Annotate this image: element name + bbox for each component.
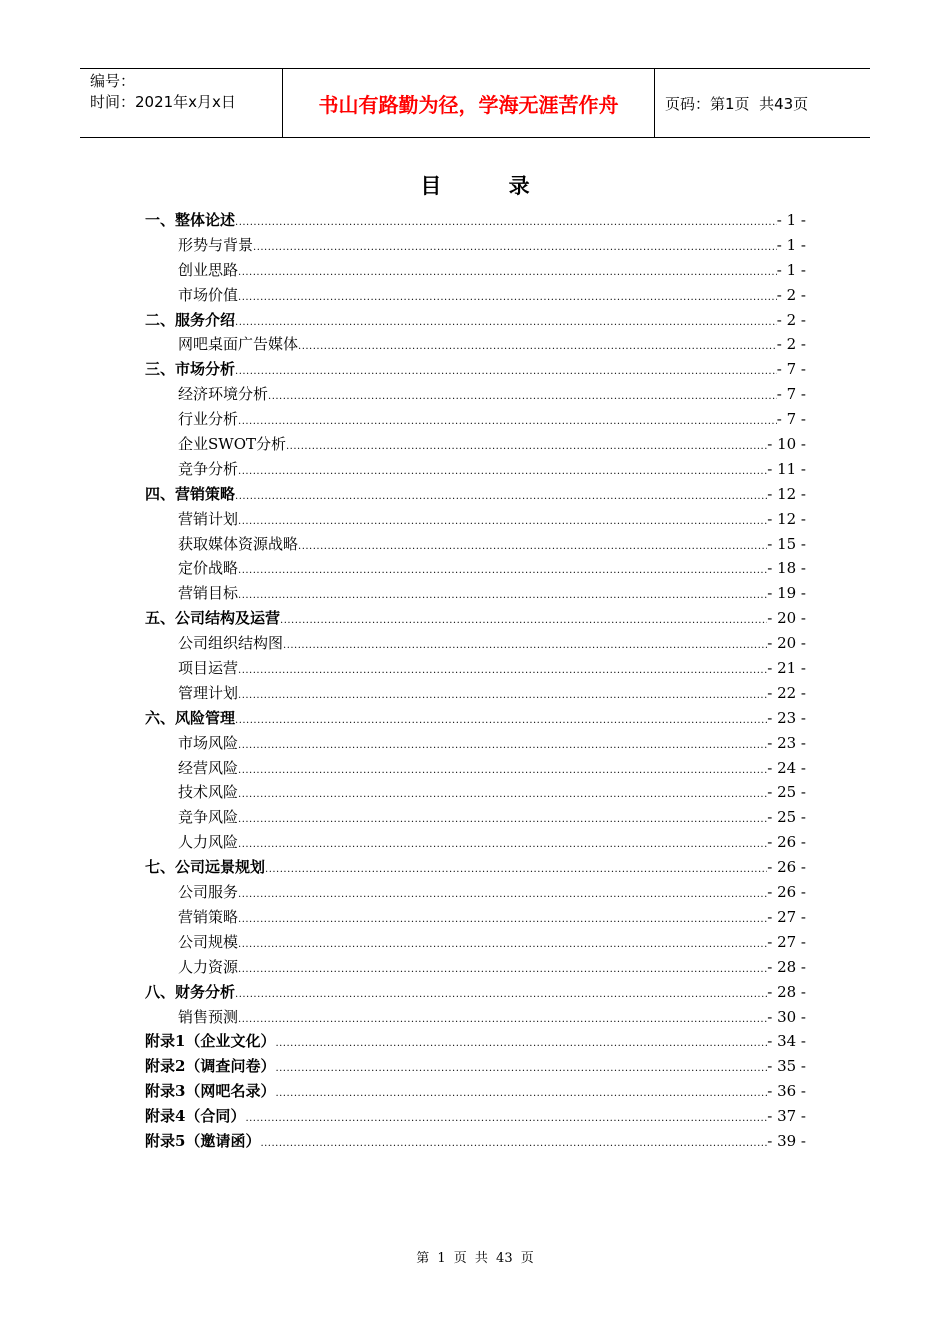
toc-dot-leader <box>253 236 777 261</box>
toc-dot-leader <box>238 460 767 485</box>
toc-entry-label: 竞争风险 <box>178 808 239 827</box>
toc-entry-label: 附录4（合同） <box>145 1107 246 1126</box>
toc-entry-label: 定价战略 <box>178 559 239 578</box>
toc-dot-leader <box>238 559 767 584</box>
toc-entry-page: - 26 - <box>767 883 806 902</box>
toc-entry-page: - 20 - <box>767 634 806 653</box>
toc-dot-leader <box>286 435 767 460</box>
toc-entry[interactable] <box>145 407 806 432</box>
toc-entry[interactable] <box>145 332 806 357</box>
toc-entry-label: 企业SWOT分析 <box>178 435 286 454</box>
toc-entry-label: 技术风险 <box>178 783 239 802</box>
toc-dot-leader <box>238 958 767 983</box>
toc-entry-label: 人力风险 <box>178 833 239 852</box>
toc-dot-leader <box>238 1008 767 1033</box>
toc-entry[interactable] <box>145 656 806 681</box>
toc-dot-leader <box>238 410 777 435</box>
toc-entry-label: 销售预测 <box>178 1007 239 1026</box>
toc-entry-page: - 22 - <box>767 683 806 702</box>
toc-entry-page: - 25 - <box>767 783 806 802</box>
header-right-cell <box>655 69 870 137</box>
toc-entry-page: - 27 - <box>767 907 806 926</box>
toc-entry-page: - 1 - <box>776 235 806 254</box>
toc-entry-label: 附录5（邀请函） <box>145 1131 261 1150</box>
toc-entry-page: - 2 - <box>776 310 806 329</box>
toc-dot-leader <box>268 385 777 410</box>
toc-entry-page: - 36 - <box>767 1082 806 1101</box>
toc-entry[interactable] <box>145 805 806 830</box>
toc-entry-label: 获取媒体资源战略 <box>178 534 299 553</box>
toc-dot-leader <box>280 609 767 634</box>
toc-entry[interactable] <box>145 283 806 308</box>
toc-dot-leader <box>235 311 777 336</box>
toc-entry-page: - 1 - <box>776 211 806 229</box>
document-date-label: 时间：2021年x月x日 <box>90 93 236 111</box>
toc-entry-page: - 28 - <box>767 957 806 976</box>
toc-entry-label: 六、风险管理 <box>145 708 236 727</box>
toc-dot-leader <box>265 858 767 883</box>
toc-dot-leader <box>238 759 767 784</box>
toc-dot-leader <box>235 485 767 510</box>
toc-dot-leader <box>238 833 767 858</box>
toc-dot-leader <box>283 634 767 659</box>
toc-entry[interactable] <box>145 980 806 1005</box>
toc-entry[interactable] <box>145 556 806 581</box>
toc-dot-leader <box>260 1132 767 1157</box>
toc-entry[interactable] <box>145 507 806 532</box>
toc-entry[interactable] <box>145 1129 806 1154</box>
toc-entry-page: - 20 - <box>767 609 806 628</box>
toc-entry-page: - 12 - <box>767 509 806 528</box>
toc-entry-label: 一、整体论述 <box>145 211 236 229</box>
toc-entry[interactable] <box>145 606 806 631</box>
toc-entry[interactable] <box>145 208 806 233</box>
toc-entry[interactable] <box>145 482 806 507</box>
toc-entry-label: 人力资源 <box>178 957 239 976</box>
header-motto: 书山有路勤为径，学海无涯苦作舟 <box>282 69 655 137</box>
toc-dot-leader <box>238 684 767 709</box>
toc-dot-leader <box>298 335 777 360</box>
toc-entry-label: 经营风险 <box>178 758 239 777</box>
toc-entry[interactable] <box>145 905 806 930</box>
toc-entry[interactable] <box>145 1054 806 1079</box>
toc-dot-leader <box>238 808 767 833</box>
toc-entry[interactable] <box>145 631 806 656</box>
toc-entry-label: 三、市场分析 <box>145 360 236 379</box>
toc-entry-page: - 26 - <box>767 858 806 877</box>
toc-entry-label: 营销目标 <box>178 584 239 603</box>
toc-entry-page: - 23 - <box>767 708 806 727</box>
toc-entry-page: - 30 - <box>767 1007 806 1026</box>
toc-entry-label: 五、公司结构及运营 <box>145 609 281 628</box>
toc-entry-label: 附录2（调查问卷） <box>145 1057 276 1076</box>
toc-entry-label: 项目运营 <box>178 659 239 678</box>
toc-dot-leader <box>238 510 767 535</box>
toc-entry-label: 附录1（企业文化） <box>145 1032 276 1051</box>
toc-entry[interactable] <box>145 308 806 333</box>
toc-entry-page: - 7 - <box>776 360 806 379</box>
toc-entry-page: - 37 - <box>767 1107 806 1126</box>
header-page-info: 页码：第1页 共43页 <box>665 94 809 113</box>
toc-entry-label: 公司组织结构图 <box>178 634 284 653</box>
toc-entry-label: 七、公司远景规划 <box>145 858 266 877</box>
toc-dot-leader <box>235 211 777 236</box>
toc-entry-page: - 23 - <box>767 733 806 752</box>
toc-entry[interactable] <box>145 1029 806 1054</box>
toc-entry[interactable] <box>145 955 806 980</box>
toc-heading-char-1: 目 <box>420 174 442 198</box>
toc-entry[interactable] <box>145 432 806 457</box>
toc-entry[interactable] <box>145 1005 806 1030</box>
toc-entry-label: 二、服务介绍 <box>145 310 236 329</box>
toc-heading <box>0 170 950 200</box>
toc-entry[interactable] <box>145 1079 806 1104</box>
toc-dot-leader <box>238 659 767 684</box>
toc-dot-leader <box>275 1082 767 1107</box>
toc-dot-leader <box>238 783 767 808</box>
toc-entry-page: - 7 - <box>776 410 806 429</box>
toc-entry-label: 公司服务 <box>178 883 239 902</box>
toc-entry-label: 竞争分析 <box>178 459 239 478</box>
toc-entry-page: - 12 - <box>767 484 806 503</box>
toc-entry-label: 八、财务分析 <box>145 982 236 1001</box>
table-of-contents <box>145 208 806 1154</box>
toc-dot-leader <box>235 360 777 385</box>
toc-entry[interactable] <box>145 880 806 905</box>
toc-dot-leader <box>238 908 767 933</box>
toc-entry-page: - 11 - <box>767 459 806 478</box>
toc-entry-page: - 27 - <box>767 932 806 951</box>
toc-dot-leader <box>238 584 767 609</box>
toc-entry[interactable] <box>145 382 806 407</box>
toc-dot-leader <box>238 933 767 958</box>
toc-entry-label: 营销计划 <box>178 509 239 528</box>
toc-entry[interactable] <box>145 830 806 855</box>
toc-entry-page: - 10 - <box>767 435 806 454</box>
toc-entry-page: - 1 - <box>776 260 806 279</box>
toc-dot-leader <box>245 1107 767 1132</box>
toc-entry-label: 市场价值 <box>178 285 239 304</box>
header-left-cell <box>80 69 282 137</box>
toc-entry[interactable] <box>145 756 806 781</box>
document-number-label: 编号： <box>90 72 136 90</box>
toc-heading-char-2: 录 <box>508 174 530 198</box>
toc-entry-page: - 2 - <box>776 335 806 354</box>
toc-entry[interactable] <box>145 780 806 805</box>
toc-entry-page: - 15 - <box>767 534 806 553</box>
toc-dot-leader <box>298 535 767 560</box>
toc-entry[interactable] <box>145 357 806 382</box>
toc-entry-page: - 35 - <box>767 1057 806 1076</box>
toc-entry[interactable] <box>145 233 806 258</box>
toc-dot-leader <box>235 709 767 734</box>
toc-entry-label: 创业思路 <box>178 260 239 279</box>
toc-entry[interactable] <box>145 258 806 283</box>
toc-dot-leader <box>275 1057 767 1082</box>
toc-entry[interactable] <box>145 581 806 606</box>
toc-dot-leader <box>238 286 777 311</box>
toc-entry[interactable] <box>145 706 806 731</box>
toc-entry-page: - 19 - <box>767 584 806 603</box>
toc-entry-page: - 25 - <box>767 808 806 827</box>
toc-dot-leader <box>238 261 777 286</box>
toc-entry-page: - 7 - <box>776 385 806 404</box>
toc-entry-page: - 2 - <box>776 285 806 304</box>
toc-entry-label: 附录3（网吧名录） <box>145 1082 276 1101</box>
toc-entry-label: 管理计划 <box>178 683 239 702</box>
toc-entry-label: 网吧桌面广告媒体 <box>178 335 299 354</box>
toc-entry[interactable] <box>145 731 806 756</box>
toc-dot-leader <box>238 883 767 908</box>
toc-entry-page: - 18 - <box>767 559 806 578</box>
page-header <box>80 68 870 138</box>
toc-entry[interactable] <box>145 457 806 482</box>
toc-dot-leader <box>275 1032 767 1057</box>
toc-entry-page: - 34 - <box>767 1032 806 1051</box>
toc-dot-leader <box>238 734 767 759</box>
toc-entry[interactable] <box>145 855 806 880</box>
toc-entry-page: - 24 - <box>767 758 806 777</box>
toc-entry-page: - 26 - <box>767 833 806 852</box>
page-footer: 第 1 页 共 43 页 <box>416 1251 534 1266</box>
toc-entry-label: 营销策略 <box>178 907 239 926</box>
toc-entry-page: - 21 - <box>767 659 806 678</box>
toc-entry-label: 行业分析 <box>178 410 239 429</box>
toc-entry[interactable] <box>145 1104 806 1129</box>
toc-entry[interactable] <box>145 930 806 955</box>
toc-entry-label: 形势与背景 <box>178 235 254 254</box>
toc-entry-page: - 39 - <box>767 1131 806 1150</box>
toc-entry-label: 市场风险 <box>178 733 239 752</box>
toc-dot-leader <box>235 983 767 1008</box>
toc-entry-page: - 28 - <box>767 982 806 1001</box>
toc-entry[interactable] <box>145 681 806 706</box>
toc-entry-label: 公司规模 <box>178 932 239 951</box>
toc-entry[interactable] <box>145 532 806 557</box>
toc-entry-label: 四、营销策略 <box>145 484 236 503</box>
toc-entry-label: 经济环境分析 <box>178 385 269 404</box>
